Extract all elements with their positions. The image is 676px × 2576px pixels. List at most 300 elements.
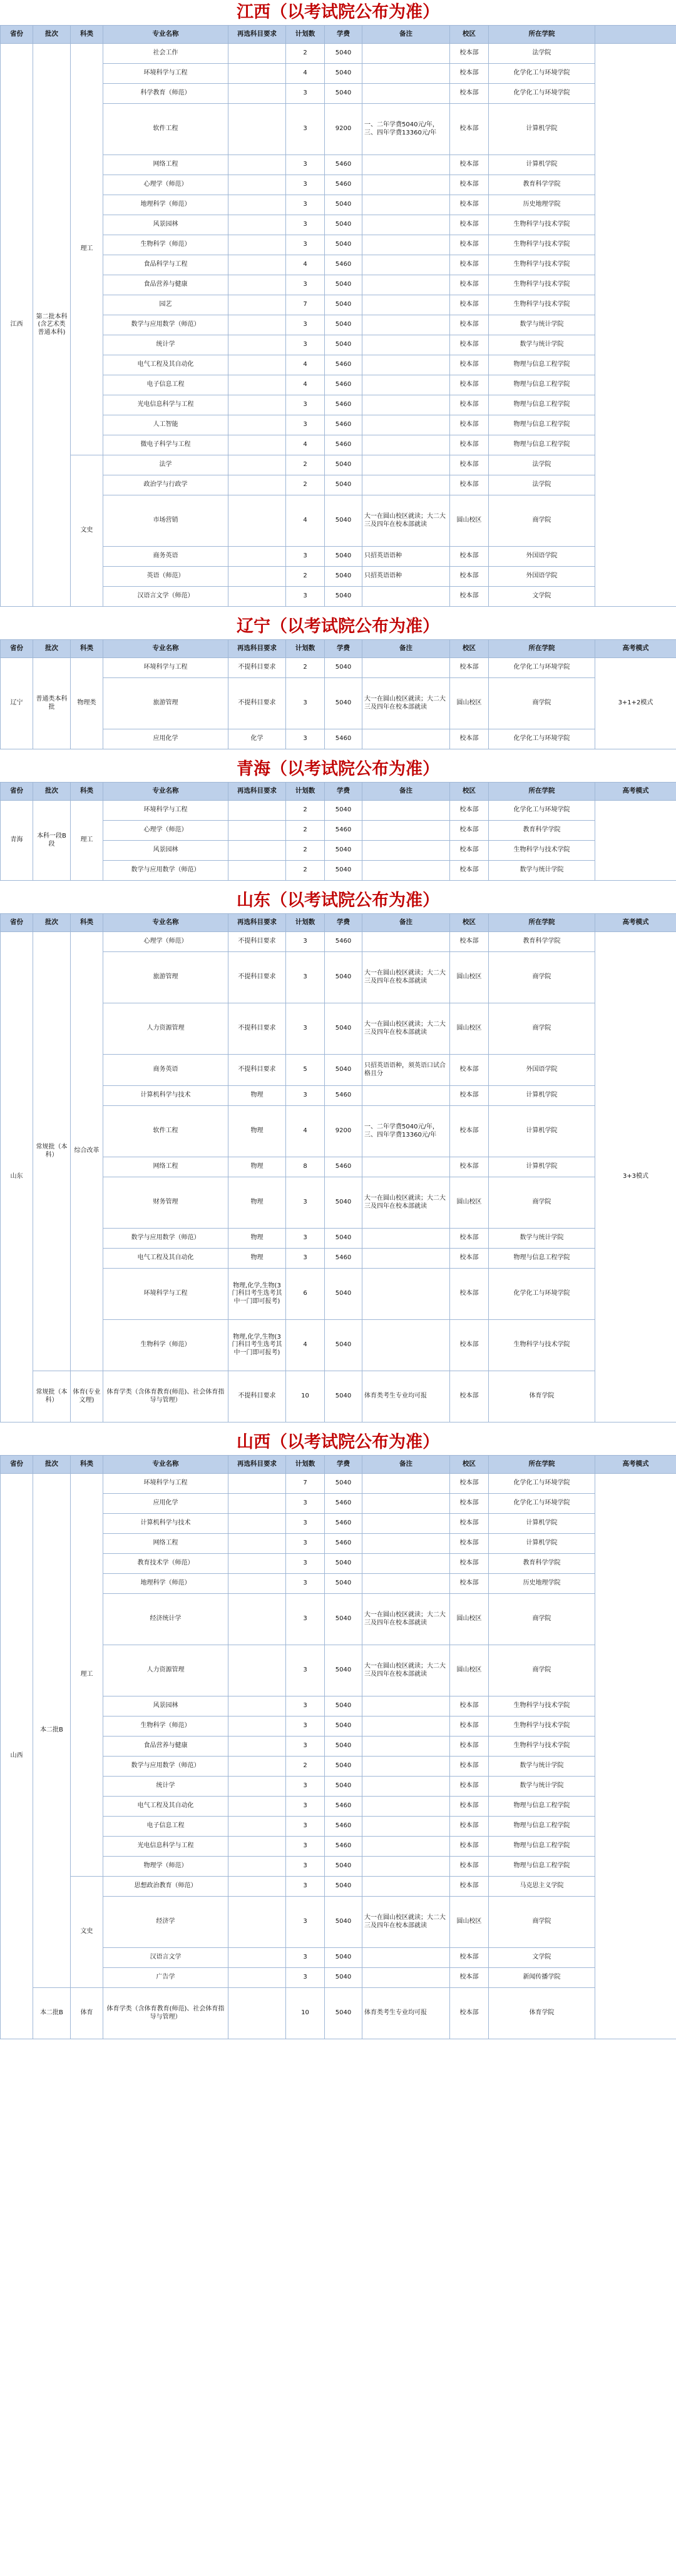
header-cell: 计划数	[286, 26, 325, 44]
plan-count-cell: 3	[286, 1817, 325, 1837]
tuition-cell: 5040	[325, 84, 362, 104]
subject-requirement-cell: 物理	[228, 1177, 286, 1229]
subject-requirement-cell: 物理	[228, 1106, 286, 1157]
note-cell	[362, 255, 450, 275]
plan-count-cell: 3	[286, 1857, 325, 1877]
campus-cell: 校本部	[450, 1837, 489, 1857]
header-cell: 所在学院	[489, 1456, 595, 1474]
tuition-cell: 5460	[325, 1249, 362, 1269]
tuition-cell: 5040	[325, 1229, 362, 1249]
campus-cell: 校本部	[450, 335, 489, 355]
major-cell: 电子信息工程	[103, 1817, 228, 1837]
exam-mode-cell	[595, 44, 676, 607]
note-cell: 大一在圆山校区就读；大二大三及四年在校本部就读	[362, 1177, 450, 1229]
exam-mode-cell: 3+3模式	[595, 932, 676, 1422]
header-cell: 学费	[325, 26, 362, 44]
plan-count-cell: 4	[286, 495, 325, 547]
plan-count-cell: 3	[286, 1177, 325, 1229]
subject-requirement-cell	[228, 1534, 286, 1554]
header-cell: 高考模式	[595, 1456, 676, 1474]
plan-count-cell: 2	[286, 841, 325, 861]
section-gap	[0, 1422, 676, 1430]
college-cell: 计算机学院	[489, 104, 595, 155]
header-cell: 所在学院	[489, 640, 595, 658]
tuition-cell: 5040	[325, 658, 362, 678]
subject-requirement-cell	[228, 567, 286, 587]
tuition-cell: 5460	[325, 175, 362, 195]
table-row	[1, 801, 676, 821]
campus-cell: 校本部	[450, 567, 489, 587]
plan-count-cell: 3	[286, 1594, 325, 1645]
campus-cell: 校本部	[450, 195, 489, 215]
major-cell: 心理学（师范）	[103, 821, 228, 841]
college-cell: 外国语学院	[489, 567, 595, 587]
major-cell: 网络工程	[103, 1534, 228, 1554]
subject-requirement-cell	[228, 275, 286, 295]
campus-cell: 校本部	[450, 1574, 489, 1594]
note-cell	[362, 729, 450, 749]
tuition-cell: 5040	[325, 275, 362, 295]
subject-requirement-cell: 物理	[228, 1249, 286, 1269]
note-cell: 体育类考生专业均可报	[362, 1988, 450, 2039]
admission-table	[0, 1455, 676, 2039]
campus-cell: 校本部	[450, 84, 489, 104]
section-title: 辽宁（以考试院公布为准）	[237, 617, 439, 636]
subject-requirement-cell: 化学	[228, 729, 286, 749]
note-cell	[362, 1086, 450, 1106]
table-row	[1, 1371, 676, 1422]
tuition-cell: 5040	[325, 64, 362, 84]
note-cell	[362, 1474, 450, 1494]
college-cell: 化学化工与环境学院	[489, 801, 595, 821]
college-cell: 数学与统计学院	[489, 1777, 595, 1797]
subject-requirement-cell: 物理	[228, 1086, 286, 1106]
major-cell: 环境科学与工程	[103, 658, 228, 678]
plan-count-cell: 4	[286, 375, 325, 395]
header-cell: 备注	[362, 783, 450, 801]
subject-requirement-cell	[228, 415, 286, 435]
major-cell: 经济学	[103, 1897, 228, 1948]
college-cell: 物理与信息工程学院	[489, 375, 595, 395]
note-cell	[362, 1968, 450, 1988]
header-cell: 再选科目要求	[228, 783, 286, 801]
note-cell	[362, 155, 450, 175]
subject-requirement-cell	[228, 1968, 286, 1988]
campus-cell: 圆山校区	[450, 1645, 489, 1696]
note-cell	[362, 1948, 450, 1968]
header-cell: 专业名称	[103, 914, 228, 932]
tuition-cell: 5040	[325, 1737, 362, 1757]
subject-requirement-cell	[228, 1554, 286, 1574]
plan-count-cell: 3	[286, 335, 325, 355]
subject-requirement-cell	[228, 1514, 286, 1534]
tuition-cell: 5040	[325, 1877, 362, 1897]
campus-cell: 校本部	[450, 415, 489, 435]
subject-requirement-cell	[228, 64, 286, 84]
plan-count-cell: 7	[286, 295, 325, 315]
exam-mode-cell	[595, 1474, 676, 2039]
header-cell: 科类	[71, 26, 103, 44]
tuition-cell: 5040	[325, 952, 362, 1003]
province-cell: 山西	[1, 1474, 33, 2039]
tuition-cell: 5040	[325, 1696, 362, 1716]
note-cell: 体育类考生专业均可报	[362, 1371, 450, 1422]
college-cell: 化学化工与环境学院	[489, 84, 595, 104]
subject-requirement-cell	[228, 104, 286, 155]
college-cell: 数学与统计学院	[489, 315, 595, 335]
college-cell: 文学院	[489, 587, 595, 607]
college-cell: 生物科学与技术学院	[489, 1696, 595, 1716]
subject-requirement-cell: 不提科目要求	[228, 932, 286, 952]
header-cell: 计划数	[286, 914, 325, 932]
subject-requirement-cell	[228, 335, 286, 355]
subject-requirement-cell	[228, 155, 286, 175]
major-cell: 网络工程	[103, 1157, 228, 1177]
plan-count-cell: 10	[286, 1988, 325, 2039]
subject-requirement-cell: 物理	[228, 1157, 286, 1177]
tuition-cell: 5040	[325, 587, 362, 607]
college-cell: 马克思主义学院	[489, 1877, 595, 1897]
header-cell: 校区	[450, 783, 489, 801]
campus-cell: 校本部	[450, 1320, 489, 1371]
major-cell: 电气工程及其自动化	[103, 355, 228, 375]
tuition-cell: 5040	[325, 861, 362, 881]
tuition-cell: 5040	[325, 1594, 362, 1645]
subject-requirement-cell	[228, 375, 286, 395]
subject-requirement-cell	[228, 1777, 286, 1797]
major-cell: 汉语言文学	[103, 1948, 228, 1968]
tuition-cell: 5460	[325, 1514, 362, 1534]
tuition-cell: 5460	[325, 435, 362, 455]
major-cell: 统计学	[103, 335, 228, 355]
note-cell	[362, 1574, 450, 1594]
note-cell	[362, 1757, 450, 1777]
college-cell: 计算机学院	[489, 1534, 595, 1554]
campus-cell: 校本部	[450, 435, 489, 455]
subject-requirement-cell	[228, 44, 286, 64]
plan-count-cell: 3	[286, 1777, 325, 1797]
batch-cell: 本二批B	[33, 1988, 71, 2039]
plan-count-cell: 3	[286, 729, 325, 749]
note-cell	[362, 435, 450, 455]
note-cell	[362, 335, 450, 355]
major-cell: 电子信息工程	[103, 375, 228, 395]
note-cell	[362, 1269, 450, 1320]
plan-count-cell: 3	[286, 1249, 325, 1269]
plan-count-cell: 3	[286, 678, 325, 729]
header-cell: 科类	[71, 1456, 103, 1474]
college-cell: 化学化工与环境学院	[489, 1269, 595, 1320]
major-cell: 财务管理	[103, 1177, 228, 1229]
subject-requirement-cell	[228, 255, 286, 275]
college-cell: 生物科学与技术学院	[489, 1716, 595, 1737]
note-cell	[362, 1229, 450, 1249]
tuition-cell: 5460	[325, 1534, 362, 1554]
campus-cell: 校本部	[450, 841, 489, 861]
batch-cell: 本二批B	[33, 1474, 71, 1988]
header-cell: 校区	[450, 26, 489, 44]
header-cell: 校区	[450, 1456, 489, 1474]
tuition-cell: 5040	[325, 495, 362, 547]
major-cell: 政治学与行政学	[103, 475, 228, 495]
major-cell: 旅游管理	[103, 952, 228, 1003]
campus-cell: 校本部	[450, 1229, 489, 1249]
college-cell: 计算机学院	[489, 1157, 595, 1177]
campus-cell: 校本部	[450, 1797, 489, 1817]
campus-cell: 校本部	[450, 1269, 489, 1320]
subject-requirement-cell	[228, 821, 286, 841]
category-cell: 理工	[71, 801, 103, 881]
college-cell: 体育学院	[489, 1371, 595, 1422]
major-cell: 电气工程及其自动化	[103, 1797, 228, 1817]
college-cell: 商学院	[489, 1594, 595, 1645]
note-cell	[362, 1696, 450, 1716]
plan-count-cell: 3	[286, 315, 325, 335]
admission-table	[0, 25, 676, 607]
subject-requirement-cell	[228, 315, 286, 335]
college-cell: 物理与信息工程学院	[489, 395, 595, 415]
subject-requirement-cell	[228, 1494, 286, 1514]
college-cell: 物理与信息工程学院	[489, 1797, 595, 1817]
subject-requirement-cell	[228, 1716, 286, 1737]
major-cell: 环境科学与工程	[103, 64, 228, 84]
college-cell: 法学院	[489, 455, 595, 475]
major-cell: 食品营养与健康	[103, 275, 228, 295]
plan-count-cell: 2	[286, 455, 325, 475]
subject-requirement-cell	[228, 295, 286, 315]
plan-count-cell: 3	[286, 104, 325, 155]
header-cell: 批次	[33, 640, 71, 658]
college-cell: 化学化工与环境学院	[489, 1474, 595, 1494]
college-cell: 物理与信息工程学院	[489, 1857, 595, 1877]
campus-cell: 校本部	[450, 1055, 489, 1086]
subject-requirement-cell	[228, 1474, 286, 1494]
college-cell: 生物科学与技术学院	[489, 275, 595, 295]
plan-count-cell: 2	[286, 1757, 325, 1777]
plan-count-cell: 3	[286, 547, 325, 567]
college-cell: 历史地理学院	[489, 1574, 595, 1594]
header-cell: 备注	[362, 640, 450, 658]
table-header-row	[1, 640, 676, 658]
plan-count-cell: 5	[286, 1055, 325, 1086]
tuition-cell: 5040	[325, 1857, 362, 1877]
major-cell: 计算机科学与技术	[103, 1086, 228, 1106]
tuition-cell: 5040	[325, 1897, 362, 1948]
note-cell	[362, 44, 450, 64]
campus-cell: 校本部	[450, 1249, 489, 1269]
major-cell: 园艺	[103, 295, 228, 315]
campus-cell: 校本部	[450, 1474, 489, 1494]
header-cell: 高考模式	[595, 640, 676, 658]
campus-cell: 校本部	[450, 801, 489, 821]
category-cell: 理工	[71, 1474, 103, 1877]
subject-requirement-cell	[228, 1737, 286, 1757]
note-cell	[362, 1157, 450, 1177]
plan-count-cell: 3	[286, 1514, 325, 1534]
note-cell: 只招英语语种	[362, 567, 450, 587]
campus-cell: 校本部	[450, 375, 489, 395]
table-row	[1, 44, 676, 64]
plan-count-cell: 6	[286, 1269, 325, 1320]
plan-count-cell: 3	[286, 235, 325, 255]
college-cell: 生物科学与技术学院	[489, 1320, 595, 1371]
campus-cell: 校本部	[450, 1494, 489, 1514]
note-cell	[362, 1817, 450, 1837]
plan-count-cell: 7	[286, 1474, 325, 1494]
category-cell: 文史	[71, 1877, 103, 1988]
campus-cell: 校本部	[450, 315, 489, 335]
major-cell: 计算机科学与技术	[103, 1514, 228, 1534]
subject-requirement-cell	[228, 1645, 286, 1696]
tuition-cell: 5040	[325, 1645, 362, 1696]
tuition-cell: 5040	[325, 335, 362, 355]
college-cell: 教育科学学院	[489, 821, 595, 841]
subject-requirement-cell	[228, 455, 286, 475]
subject-requirement-cell: 不提科目要求	[228, 1055, 286, 1086]
header-cell: 省份	[1, 1456, 33, 1474]
major-cell: 微电子科学与工程	[103, 435, 228, 455]
major-cell: 环境科学与工程	[103, 1474, 228, 1494]
tuition-cell: 5040	[325, 1757, 362, 1777]
college-cell: 物理与信息工程学院	[489, 435, 595, 455]
campus-cell: 校本部	[450, 235, 489, 255]
tuition-cell: 5040	[325, 1948, 362, 1968]
batch-cell: 常规批（本科）	[33, 932, 71, 1371]
tuition-cell: 5040	[325, 195, 362, 215]
plan-count-cell: 3	[286, 215, 325, 235]
plan-count-cell: 3	[286, 1229, 325, 1249]
college-cell: 教育科学学院	[489, 1554, 595, 1574]
subject-requirement-cell	[228, 1696, 286, 1716]
campus-cell: 校本部	[450, 1757, 489, 1777]
note-cell: 一、二年学费5040元/年，三、四年学费13360元/年	[362, 104, 450, 155]
subject-requirement-cell	[228, 1837, 286, 1857]
subject-requirement-cell	[228, 841, 286, 861]
section-gap	[0, 749, 676, 757]
college-cell: 商学院	[489, 952, 595, 1003]
major-cell: 网络工程	[103, 155, 228, 175]
subject-requirement-cell	[228, 435, 286, 455]
tuition-cell: 5460	[325, 1157, 362, 1177]
college-cell: 生物科学与技术学院	[489, 235, 595, 255]
subject-requirement-cell	[228, 1817, 286, 1837]
tuition-cell: 5040	[325, 1988, 362, 2039]
major-cell: 生物科学（师范）	[103, 1320, 228, 1371]
college-cell: 商学院	[489, 1177, 595, 1229]
major-cell: 市场营销	[103, 495, 228, 547]
plan-count-cell: 3	[286, 952, 325, 1003]
header-cell: 批次	[33, 783, 71, 801]
note-cell	[362, 1797, 450, 1817]
major-cell: 体育学类（含体育教育(师范)、社会体育指导与管理）	[103, 1371, 228, 1422]
header-cell: 所在学院	[489, 783, 595, 801]
tuition-cell: 5040	[325, 475, 362, 495]
campus-cell: 校本部	[450, 587, 489, 607]
table-row	[1, 1988, 676, 2039]
tuition-cell: 5460	[325, 415, 362, 435]
note-cell	[362, 1737, 450, 1757]
note-cell	[362, 1534, 450, 1554]
college-cell: 物理与信息工程学院	[489, 1817, 595, 1837]
tuition-cell: 5460	[325, 375, 362, 395]
college-cell: 生物科学与技术学院	[489, 841, 595, 861]
note-cell: 大一在圆山校区就读；大二大三及四年在校本部就读	[362, 678, 450, 729]
college-cell: 化学化工与环境学院	[489, 658, 595, 678]
plan-count-cell: 3	[286, 395, 325, 415]
table-row	[1, 1474, 676, 1494]
plan-count-cell: 3	[286, 1968, 325, 1988]
major-cell: 生物科学（师范）	[103, 235, 228, 255]
campus-cell: 校本部	[450, 729, 489, 749]
section-title: 山东（以考试院公布为准）	[237, 891, 439, 910]
campus-cell: 校本部	[450, 1968, 489, 1988]
campus-cell: 校本部	[450, 1857, 489, 1877]
college-cell: 教育科学学院	[489, 175, 595, 195]
header-cell: 批次	[33, 1456, 71, 1474]
tuition-cell: 5040	[325, 1320, 362, 1371]
college-cell: 计算机学院	[489, 1086, 595, 1106]
tuition-cell: 5040	[325, 1177, 362, 1229]
header-cell: 省份	[1, 26, 33, 44]
tuition-cell: 5040	[325, 567, 362, 587]
header-cell: 计划数	[286, 1456, 325, 1474]
campus-cell: 校本部	[450, 475, 489, 495]
header-cell: 省份	[1, 640, 33, 658]
tuition-cell: 5460	[325, 1086, 362, 1106]
major-cell: 商务英语	[103, 547, 228, 567]
college-cell: 外国语学院	[489, 1055, 595, 1086]
tuition-cell: 5040	[325, 1371, 362, 1422]
note-cell	[362, 587, 450, 607]
subject-requirement-cell	[228, 84, 286, 104]
college-cell: 生物科学与技术学院	[489, 215, 595, 235]
campus-cell: 校本部	[450, 1554, 489, 1574]
major-cell: 旅游管理	[103, 678, 228, 729]
note-cell	[362, 355, 450, 375]
campus-cell: 校本部	[450, 547, 489, 567]
tuition-cell: 5040	[325, 315, 362, 335]
section-gap	[0, 607, 676, 614]
plan-count-cell: 3	[286, 1086, 325, 1106]
campus-cell: 校本部	[450, 175, 489, 195]
plan-count-cell: 3	[286, 1716, 325, 1737]
tuition-cell: 5040	[325, 547, 362, 567]
major-cell: 教育技术学（师范）	[103, 1554, 228, 1574]
header-cell: 备注	[362, 914, 450, 932]
batch-cell: 第二批本科(含艺术类普通本科)	[33, 44, 71, 607]
college-cell: 外国语学院	[489, 547, 595, 567]
major-cell: 风景园林	[103, 215, 228, 235]
plan-count-cell: 3	[286, 1737, 325, 1757]
plan-count-cell: 3	[286, 1554, 325, 1574]
subject-requirement-cell	[228, 1757, 286, 1777]
table-row	[1, 932, 676, 952]
plan-count-cell: 3	[286, 1797, 325, 1817]
major-cell: 风景园林	[103, 841, 228, 861]
college-cell: 商学院	[489, 678, 595, 729]
campus-cell: 校本部	[450, 355, 489, 375]
major-cell: 地理科学（师范）	[103, 1574, 228, 1594]
note-cell: 大一在圆山校区就读；大二大三及四年在校本部就读	[362, 952, 450, 1003]
subject-requirement-cell	[228, 1574, 286, 1594]
plan-count-cell: 2	[286, 821, 325, 841]
note-cell	[362, 932, 450, 952]
tuition-cell: 5460	[325, 355, 362, 375]
tuition-cell: 5040	[325, 1055, 362, 1086]
tuition-cell: 5460	[325, 932, 362, 952]
note-cell	[362, 1249, 450, 1269]
campus-cell: 圆山校区	[450, 1177, 489, 1229]
